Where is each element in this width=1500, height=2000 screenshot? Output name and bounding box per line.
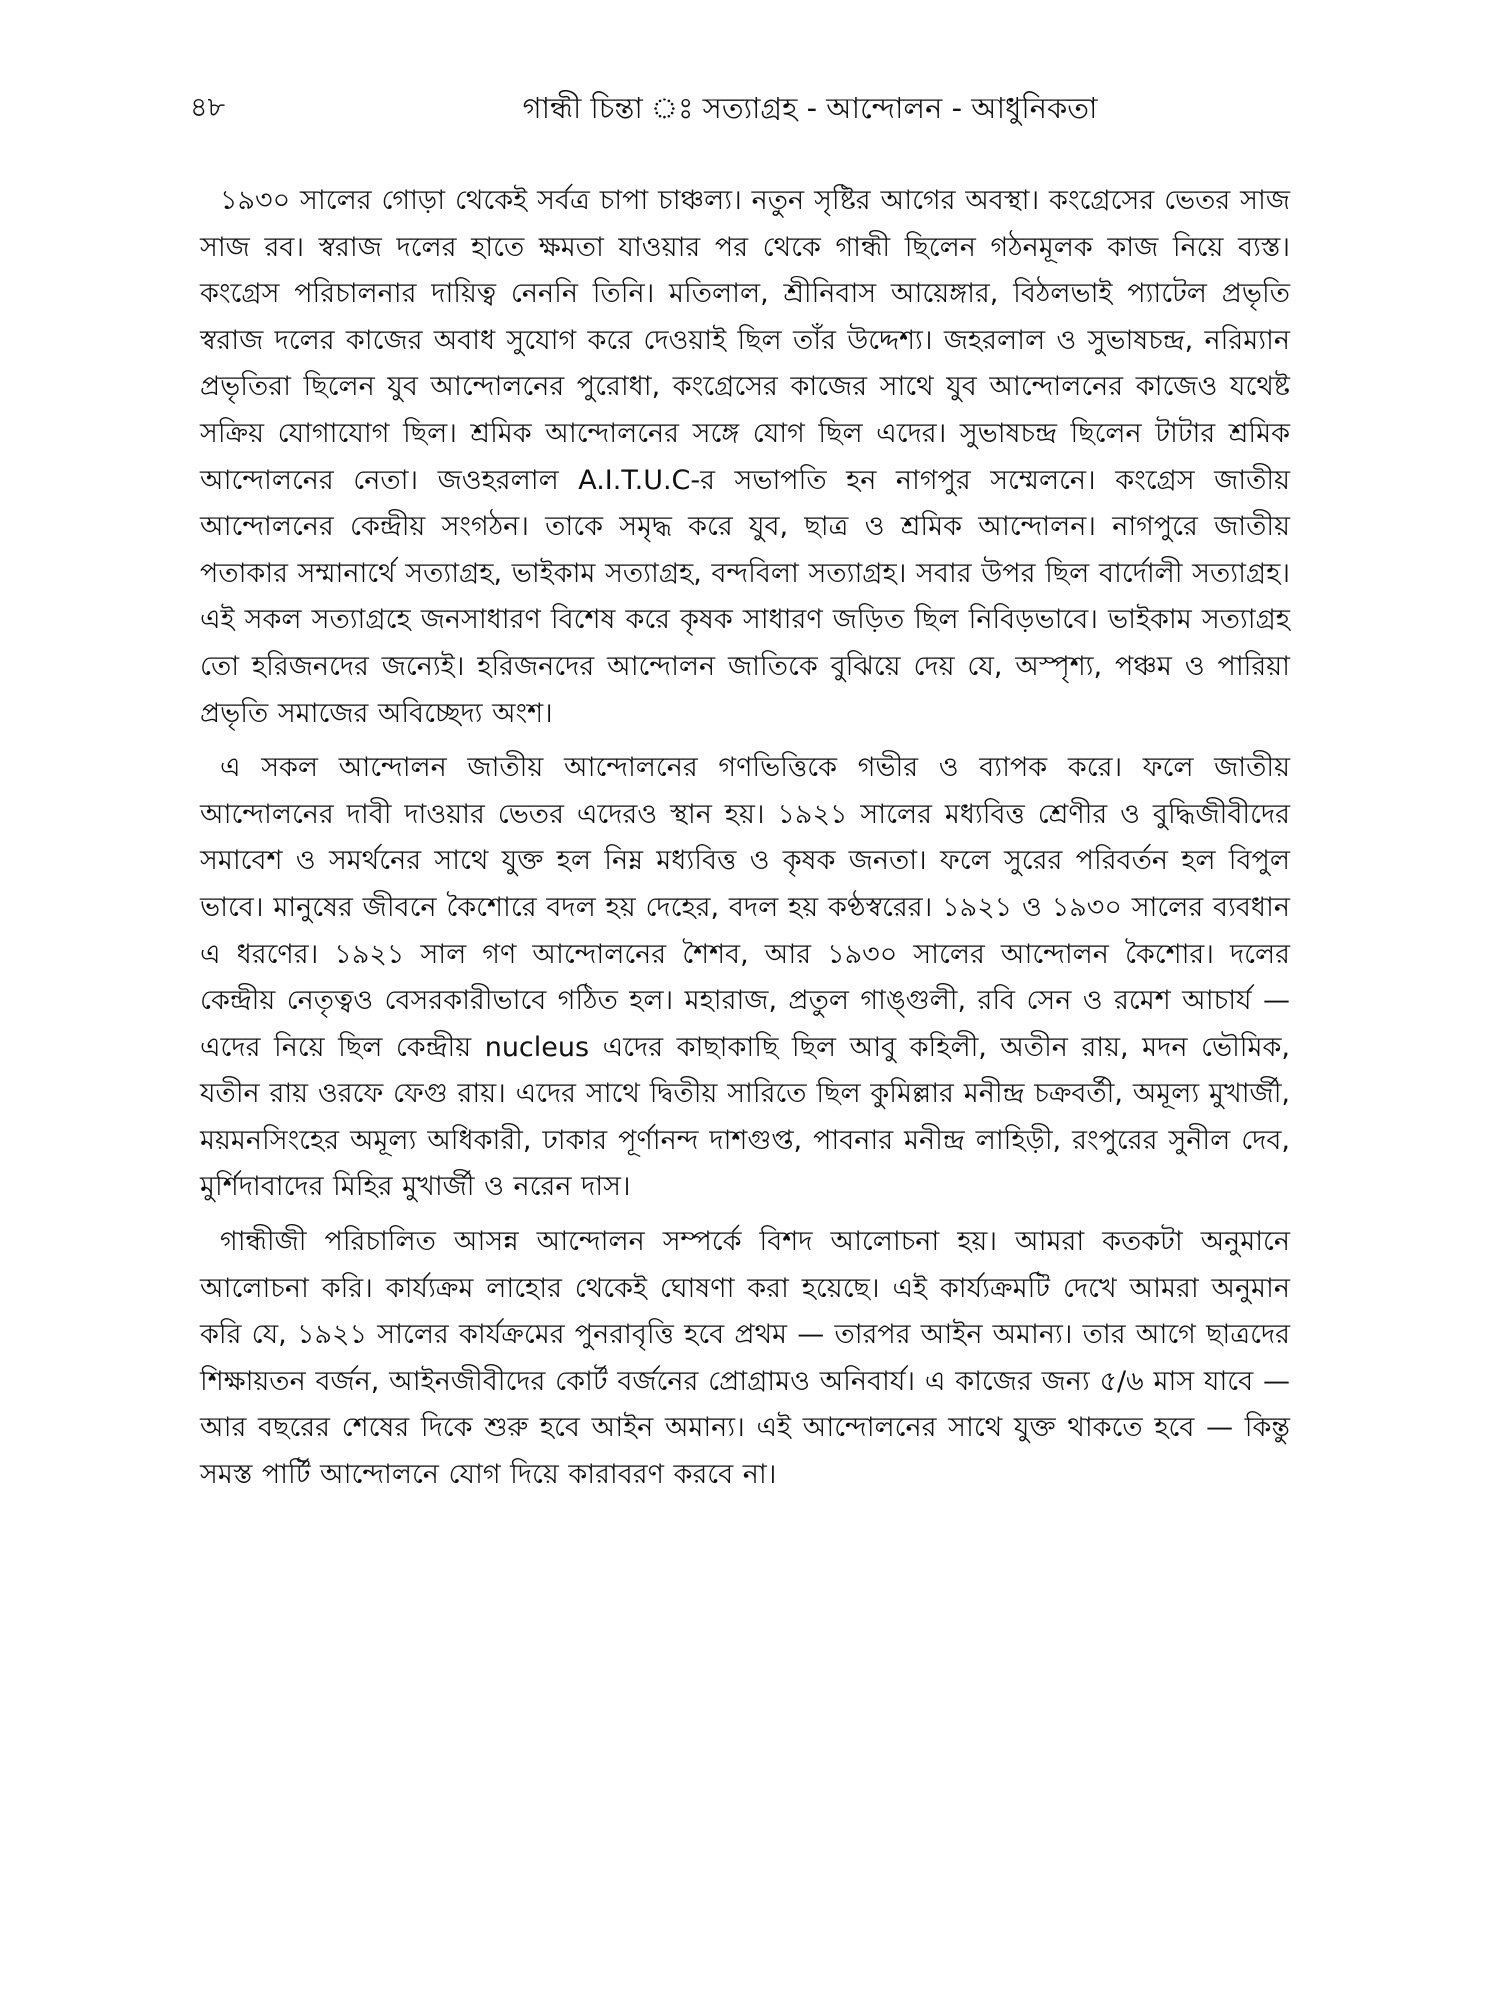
page-header <box>190 88 1310 128</box>
paragraph-3: গান্ধীজী পরিচালিত আসন্ন আন্দোলন সম্পর্কে বিশদ আলোচনা হয়। আমরা কতকটা অনুমানে আলোচনা করি। কার্য্যক্রম লাহোর থেকেই ঘোষণা করা হয়েছে। এই কার্য্যক্রমটি দেখে আমরা অনুমান করি যে, ১৯২১ সালের কার্যক্রমের পুনরাবৃত্তি হবে প্রথম — তারপর আইন অমান্য। তার আগে ছাত্রদের শিক্ষায়তন বর্জন, আইনজীবীদের কোর্ট বর্জনের প্রোগ্রামও অনিবার্য। এ কাজের জন্য ৫/৬ মাস যাবে — আর বছরের শেষের দিকে শুরু হবে আইন অমান্য। এই আন্দোলনের সাথে যুক্ত থাকতে হবে — কিন্তু সমস্ত পার্টি আন্দোলনে যোগ দিয়ে কারাবরণ করবে না। <box>200 1226 1290 1491</box>
paragraph-2: এ সকল আন্দোলন জাতীয় আন্দোলনের গণভিত্তিকে গভীর ও ব্যাপক করে। ফলে জাতীয় আন্দোলনের দাবী দাওয়ার ভেতর এদেরও স্থান হয়। ১৯২১ সালের মধ্যবিত্ত শ্রেণীর ও বুদ্ধিজীবীদের সমাবেশ ও সমর্থনের সাথে যুক্ত হল নিম্ন মধ্যবিত্ত ও কৃষক জনতা। ফলে সুরের পরিবর্তন হল বিপুল ভাবে। মানুষের জীবনে কৈশোরে বদল হয় দেহের, বদল হয় কণ্ঠস্বরের। ১৯২১ ও ১৯৩০ সালের ব্যবধান এ ধরণের। ১৯২১ সাল গণ আন্দোলনের শৈশব, আর ১৯৩০ সালের আন্দোলন কৈশোর। দলের কেন্দ্রীয় নেতৃত্বও বেসরকারীভাবে গঠিত হল। মহারাজ, প্রতুল গাঙ্গুলী, রবি সেন ও রমেশ আচার্য — এদের নিয়ে ছিল কেন্দ্রীয় nucleus এদের কাছাকাছি ছিল আবু কহিলী, অতীন রায়, মদন ভৌমিক, যতীন রায় ওরফে ফেগু রায়। এদের সাথে দ্বিতীয় সারিতে ছিল কুমিল্লার মনীন্দ্র চক্রবর্তী, অমূল্য মুখার্জী, ময়মনসিংহের অমূল্য অধিকারী, ঢাকার পূর্ণানন্দ দাশগুপ্ত, পাবনার মনীন্দ্র লাহিড়ী, রংপুরের সুনীল দেব, মুর্শিদাবাদের মিহির মুখার্জী ও নরেন দাস। <box>200 752 1290 1203</box>
running-title: গান্ধী চিন্তা ঃ সত্যাগ্রহ - আন্দোলন - আধুনিকতা <box>522 91 1098 125</box>
paragraph-1: ১৯৩০ সালের গোড়া থেকেই সর্বত্র চাপা চাঞ্চল্য। নতুন সৃষ্টির আগের অবস্থা। কংগ্রেসের ভেতর সাজ সাজ রব। স্বরাজ দলের হাতে ক্ষমতা যাওয়ার পর থেকে গান্ধী ছিলেন গঠনমূলক কাজ নিয়ে ব্যস্ত। কংগ্রেস পরিচালনার দায়িত্ব নেননি তিনি। মতিলাল, শ্রীনিবাস আয়েঙ্গার, বিঠলভাই প্যাটেল প্রভৃতি স্বরাজ দলের কাজের অবাধ সুযোগ করে দেওয়াই ছিল তাঁর উদ্দেশ্য। জহরলাল ও সুভাষচন্দ্র, নরিম্যান প্রভৃতিরা ছিলেন যুব আন্দোলনের পুরোধা, কংগ্রেসের কাজের সাথে যুব আন্দোলনের কাজেও যথেষ্ট সক্রিয় যোগাযোগ ছিল। শ্রমিক আন্দোলনের সঙ্গে যোগ ছিল এদের। সুভাষচন্দ্র ছিলেন টাটার শ্রমিক আন্দোলনের নেতা। জওহরলাল A.I.T.U.C-র সভাপতি হন নাগপুর সম্মেলনে। কংগ্রেস জাতীয় আন্দোলনের কেন্দ্রীয় সংগঠন। তাকে সমৃদ্ধ করে যুব, ছাত্র ও শ্রমিক আন্দোলন। নাগপুরে জাতীয় পতাকার সম্মানার্থে সত্যাগ্রহ, ভাইকাম সত্যাগ্রহ, বন্দবিলা সত্যাগ্রহ। সবার উপর ছিল বার্দোলী সত্যাগ্রহ। এই সকল সত্যাগ্রহে জনসাধারণ বিশেষ করে কৃষক সাধারণ জড়িত ছিল নিবিড়ভাবে। ভাইকাম সত্যাগ্রহ তো হরিজনদের জন্যেই। হরিজনদের আন্দোলন জাতিকে বুঝিয়ে দেয় যে, অস্পৃশ্য, পঞ্চম ও পারিয়া প্রভৃতি সমাজের অবিচ্ছেদ্য অংশ। <box>200 185 1290 729</box>
page-number: ৪৮ <box>190 92 226 123</box>
body-text <box>200 178 1290 1507</box>
